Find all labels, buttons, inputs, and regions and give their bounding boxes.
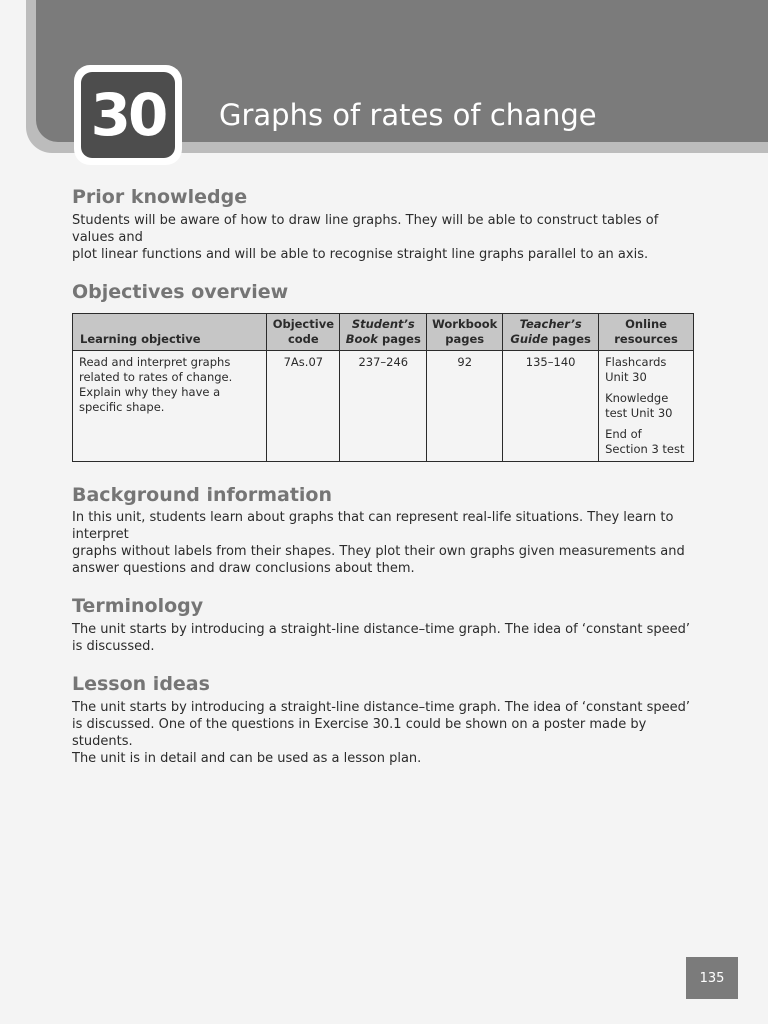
resource-item <box>605 427 687 457</box>
terminology-section <box>72 595 698 655</box>
col-header-learning-objective: Learning objective <box>73 313 267 350</box>
col-header-students-book-pages <box>340 313 427 350</box>
text-line: Students will be aware of how to draw line graphs. They will be able to construct tables of values and <box>72 212 659 245</box>
col-header-text: code <box>287 331 319 346</box>
col-header-text: Objective <box>272 316 334 331</box>
resource-item <box>605 391 687 421</box>
col-header-text: pages <box>548 331 591 346</box>
cell-objective-code: 7As.07 <box>267 350 340 461</box>
resource-item <box>605 355 687 385</box>
page-title: Graphs of rates of change <box>219 98 597 132</box>
unit-badge <box>74 65 182 165</box>
table-row <box>73 350 694 461</box>
cell-workbook-pages: 92 <box>427 350 503 461</box>
col-header-text: resources <box>614 331 678 346</box>
unit-badge-inner <box>81 72 175 158</box>
lesson-ideas-heading: Lesson ideas <box>72 673 210 696</box>
text-line: plot linear functions and will be able to recognise straight line graphs parallel to an axis. <box>72 246 649 262</box>
text-line: is discussed. <box>72 639 155 655</box>
resource-line: Knowledge <box>605 390 669 405</box>
terminology-heading: Terminology <box>72 595 204 618</box>
text-line: The unit starts by introducing a straight-line distance–time graph. The idea of ‘constant speed’ <box>72 699 691 715</box>
background-heading: Background information <box>72 483 333 506</box>
resource-line: test Unit 30 <box>605 405 673 420</box>
cell-students-book-pages: 237–246 <box>340 350 427 461</box>
objectives-heading: Objectives overview <box>72 280 289 303</box>
prior-knowledge-heading: Prior knowledge <box>72 186 248 208</box>
cell-line: Read and interpret graphs <box>79 354 231 369</box>
page-number: 135 <box>686 957 738 999</box>
text-line: The unit is in detail and can be used as a lesson plan. <box>72 750 422 766</box>
terminology-text <box>72 621 698 655</box>
cell-teachers-guide-pages: 135–140 <box>503 350 599 461</box>
prior-knowledge-text <box>72 212 698 263</box>
text-line: graphs without labels from their shapes. They plot their own graphs given measurements and <box>72 544 685 560</box>
col-header-workbook-pages <box>427 313 503 350</box>
col-header-text: Student’s <box>351 316 415 331</box>
col-header-text: pages <box>445 331 485 346</box>
resource-line: Flashcards <box>605 354 667 369</box>
objectives-section <box>72 281 698 462</box>
col-header-text: Guide <box>510 331 548 346</box>
col-header-teachers-guide-pages <box>503 313 599 350</box>
text-line: The unit starts by introducing a straight-line distance–time graph. The idea of ‘constant speed’ <box>72 622 691 638</box>
text-line: In this unit, students learn about graphs that can represent real-life situations. They learn to interpret <box>72 510 674 543</box>
col-header-text: pages <box>377 331 421 346</box>
cell-learning-objective <box>73 350 267 461</box>
cell-line: Explain why they have a <box>79 384 221 399</box>
col-header-text: Online <box>625 316 667 331</box>
table-header-row <box>73 313 694 350</box>
resource-line: Unit 30 <box>605 369 647 384</box>
col-header-text: Book <box>345 331 378 346</box>
lesson-ideas-text <box>72 699 698 767</box>
col-header-online-resources <box>599 313 694 350</box>
main-content <box>72 186 698 785</box>
text-line: is discussed. One of the questions in Exercise 30.1 could be shown on a poster made by students. <box>72 716 647 749</box>
resource-line: End of <box>605 426 642 441</box>
cell-line: related to rates of change. <box>79 369 233 384</box>
background-section <box>72 484 698 578</box>
cell-online-resources <box>599 350 694 461</box>
background-text <box>72 509 698 577</box>
text-line: answer questions and draw conclusions about them. <box>72 561 415 577</box>
cell-line: specific shape. <box>79 399 165 414</box>
lesson-ideas-section <box>72 673 698 767</box>
unit-number: 30 <box>90 81 166 149</box>
col-header-objective-code <box>267 313 340 350</box>
col-header-text: Workbook <box>432 316 498 331</box>
col-header-text: Teacher’s <box>519 316 582 331</box>
resource-line: Section 3 test <box>605 441 685 456</box>
prior-knowledge-section <box>72 186 698 263</box>
objectives-table <box>72 313 694 462</box>
